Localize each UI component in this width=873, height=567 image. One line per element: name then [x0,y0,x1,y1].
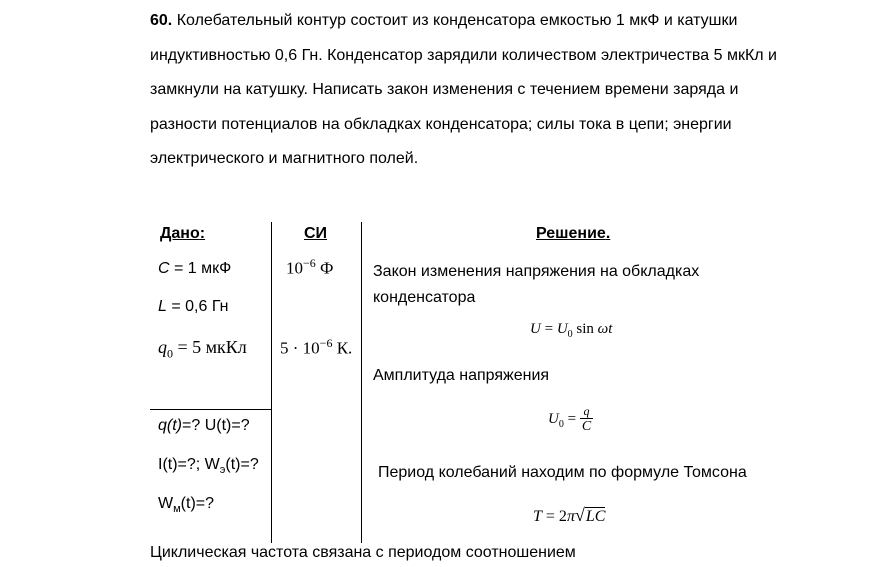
voltage-law-text: Закон изменения напряжения на обкладках конденсатора [373,263,700,306]
formula-voltage-law: $U = U_0$ sin ωt [530,321,613,340]
amplitude-text: Амплитуда напряжения [373,367,550,384]
formula-thomson: T = 2π√LC [533,505,606,525]
problem-statement [150,4,790,177]
si-capacitance: $10^{-6}$ Ф [286,256,334,278]
find-line-1: q(t)=? U(t)=? [158,417,250,434]
formula-amplitude: $U_0$ = $\frac{q}{C}$ [548,404,592,434]
table-divider-given-si [271,222,272,543]
given-find-divider [150,409,271,410]
table-divider-si-solution [361,222,362,543]
problem-text: Колебательный контур состоит из конденсатора емкостью 1 мкФ и катушки индуктивностью 0,6 Гн. Конденсатор зарядили количеством электричества 5 мкКл и замкнули на катушку. Написать закон изменения с течением времени заряда и разности потенциалов на обкладках конденсатора; силы тока в цепи; энергии электрического и магнитного полей. [150,12,777,167]
amplitude-fraction: $\frac{q}{C}$ [581,404,592,434]
given-charge: $q_0 = 5$ мкКл [158,337,247,361]
si-charge: $5 \cdot 10^{-6}$ К. [280,336,353,358]
solution-header: Решение. [536,225,611,242]
given-inductance: L = 0,6 Гн [158,298,229,315]
given-capacitance: C = 1 мкФ [158,260,232,277]
find-line-2: I(t)=?; $W_э(t)=$? [158,456,259,477]
problem-number: 60. [150,12,173,29]
find-line-3: $W_м(t)=$? [158,495,215,516]
cyclic-frequency-text: Циклическая частота связана с периодом соотношением [150,544,576,561]
given-header: Дано: [160,225,206,242]
period-text: Период колебаний находим по формуле Томсона [378,464,747,481]
si-header: СИ [304,225,328,242]
